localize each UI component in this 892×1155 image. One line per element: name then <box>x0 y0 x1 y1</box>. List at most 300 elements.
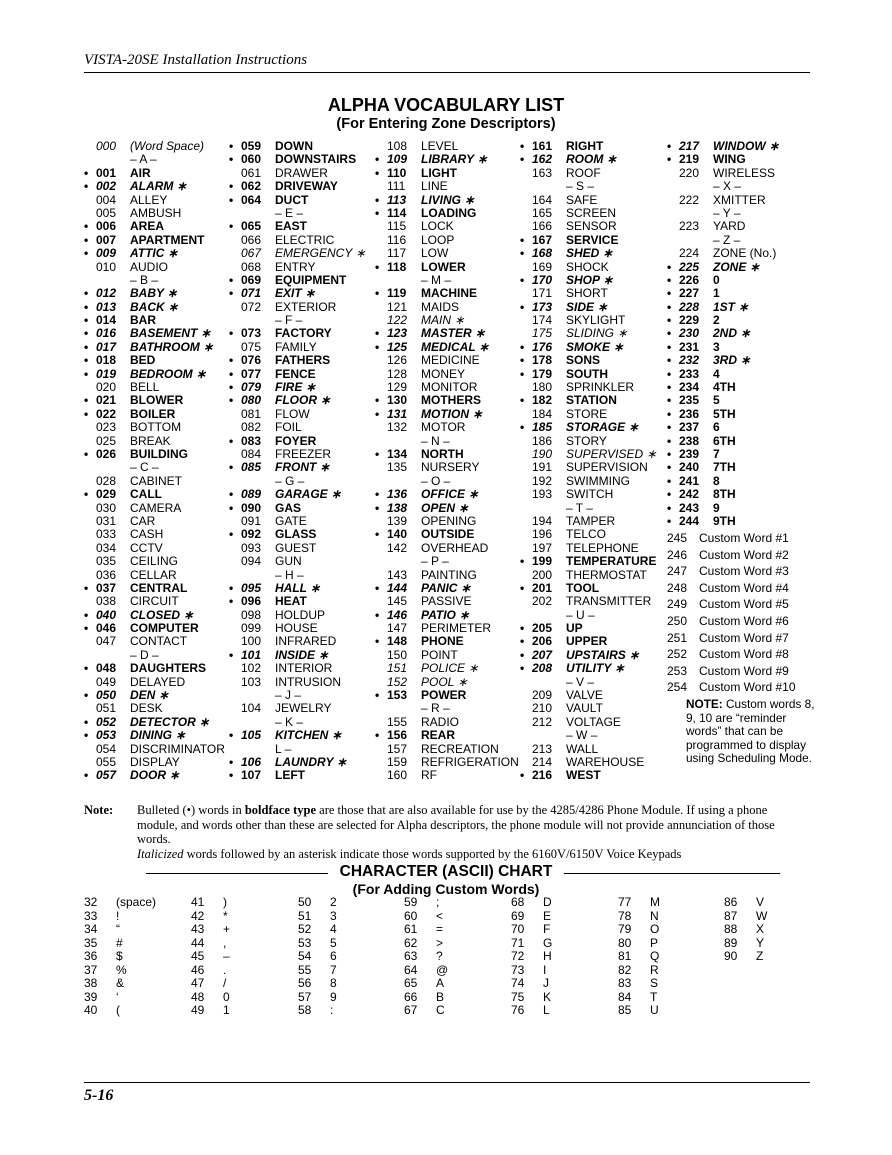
vocab-word: AREA <box>130 219 165 234</box>
vocab-word: 6TH <box>713 433 736 448</box>
vocab-word: DETECTOR ∗ <box>130 714 210 729</box>
ascii-char: “ <box>116 922 120 936</box>
bullet-icon: • <box>520 580 525 595</box>
vocab-word: OFFICE ∗ <box>421 487 479 502</box>
vocab-word: FREEZER <box>275 446 332 461</box>
bullet-icon: • <box>84 580 89 595</box>
vocab-number: 214 <box>532 754 553 769</box>
vocab-word: CAMERA <box>130 500 182 515</box>
vocab-word: WINDOW ∗ <box>713 139 780 153</box>
section-letter: – T – <box>566 500 593 515</box>
custom-word-label: Custom Word #2 <box>699 547 789 562</box>
vocab-number: 051 <box>96 701 117 716</box>
vocab-word: CEILING <box>130 554 179 569</box>
vocab-word: CIRCUIT <box>130 594 179 609</box>
vocab-word: SKYLIGHT <box>566 313 626 328</box>
vocab-word: ZONE ∗ <box>713 259 760 274</box>
bullet-icon: • <box>667 487 672 502</box>
vocab-number: 106 <box>241 754 262 769</box>
ascii-code: 35 <box>84 935 98 950</box>
vocab-word: BACK ∗ <box>130 299 179 314</box>
footer-rule <box>84 1082 810 1083</box>
vocab-word: RADIO <box>421 714 460 729</box>
ascii-code: 90 <box>724 949 738 963</box>
vocab-word: THERMOSTAT <box>566 567 647 582</box>
ascii-code: 62 <box>404 935 418 950</box>
ascii-char: / <box>223 976 227 990</box>
ascii-code: 32 <box>84 895 98 909</box>
section-letter: – W – <box>566 728 598 743</box>
vocab-word: NURSERY <box>421 460 480 475</box>
note-bold: boldface type <box>244 803 317 817</box>
vocab-word: LOCK <box>421 219 454 234</box>
vocab-number: 167 <box>532 232 553 247</box>
bullet-icon: • <box>375 580 380 595</box>
bullet-icon: • <box>229 326 234 341</box>
vocab-word: MOTHERS <box>421 393 481 408</box>
note-part2: are those that are also available for use by the 4285/4286 Phone Module. If using a phone module, and words other than these are selected for Alpha descriptors, the phone module will not provide annunciation of those words. <box>137 803 775 846</box>
vocab-number: 090 <box>241 500 262 515</box>
vocab-number: 107 <box>241 768 262 783</box>
vocab-word: PAINTING <box>421 567 477 582</box>
vocab-number: 109 <box>387 152 408 167</box>
bullet-icon: • <box>84 339 89 354</box>
bullet-icon: • <box>229 460 234 475</box>
bullet-icon: • <box>229 393 234 408</box>
vocab-number: 168 <box>532 246 553 261</box>
vocab-word: EXIT ∗ <box>275 286 316 301</box>
ascii-code: 72 <box>511 949 525 963</box>
bullet-icon: • <box>375 607 380 622</box>
vocab-word: SHED ∗ <box>566 246 613 261</box>
bullet-icon: • <box>520 339 525 354</box>
vocab-word: 3 <box>713 339 720 354</box>
vocab-word: SMOKE ∗ <box>566 339 624 354</box>
bullet-icon: • <box>375 152 380 167</box>
vocab-number: 071 <box>241 286 262 301</box>
vocab-number: 038 <box>96 594 117 609</box>
ascii-code: 58 <box>298 1003 312 1017</box>
vocab-number: 029 <box>96 487 117 502</box>
vocab-word: OPENING <box>421 513 477 528</box>
vocab-number: 130 <box>387 393 408 408</box>
vocab-number: 169 <box>532 259 553 274</box>
bullet-icon: • <box>667 366 672 381</box>
bullet-icon: • <box>667 393 672 408</box>
vocab-number: 140 <box>387 527 408 542</box>
ascii-code: 34 <box>84 922 98 936</box>
vocab-word: CELLAR <box>130 567 177 582</box>
vocab-number: 151 <box>387 661 408 676</box>
vocab-number: 145 <box>387 594 408 609</box>
bullet-icon: • <box>229 139 234 153</box>
vocab-number: 080 <box>241 393 262 408</box>
vocab-word: MAIN ∗ <box>421 313 465 328</box>
vocab-number: 050 <box>96 688 117 703</box>
section-letter: – A – <box>130 152 157 167</box>
vocab-number: 239 <box>679 446 700 461</box>
vocab-number: 103 <box>241 674 262 689</box>
bullet-icon: • <box>84 607 89 622</box>
vocab-word: STORAGE ∗ <box>566 420 639 435</box>
vocab-word: LEVEL <box>421 139 459 153</box>
ascii-char: X <box>756 922 765 936</box>
vocab-word: 3RD ∗ <box>713 353 751 368</box>
ascii-code: 89 <box>724 935 738 950</box>
vocab-word: INFRARED <box>275 634 337 649</box>
bullet-icon: • <box>520 246 525 261</box>
vocab-word: DESK <box>130 701 163 716</box>
bullet-icon: • <box>375 165 380 180</box>
ascii-char: F <box>543 922 551 936</box>
custom-note-label: NOTE: <box>686 697 723 711</box>
bullet-icon: • <box>667 286 672 301</box>
ascii-char: I <box>543 962 547 977</box>
vocab-word: SPRINKLER <box>566 380 635 395</box>
ascii-char: = <box>436 922 444 936</box>
vocab-number: 076 <box>241 353 262 368</box>
vocab-number: 153 <box>387 688 408 703</box>
vocab-word: SCREEN <box>566 205 617 220</box>
vocab-word: REAR <box>421 728 456 743</box>
note-italic: Italicized <box>137 847 184 861</box>
vocab-word: DOWNSTAIRS <box>275 152 357 167</box>
vocab-number: 019 <box>96 366 117 381</box>
vocab-word: TRANSMITTER <box>566 594 652 609</box>
bullet-icon: • <box>375 688 380 703</box>
vocab-word: AUDIO <box>130 259 169 274</box>
vocab-word: 9TH <box>713 513 736 528</box>
vocab-word: STORY <box>566 433 607 448</box>
vocab-word: BELL <box>130 380 160 395</box>
bullet-icon: • <box>520 272 525 287</box>
vocab-number: 072 <box>241 299 262 314</box>
ascii-char: . <box>223 962 227 977</box>
vocab-number: 243 <box>679 500 700 515</box>
bullet-icon: • <box>229 768 234 783</box>
ascii-code: 60 <box>404 908 418 923</box>
vocab-number: 084 <box>241 446 262 461</box>
vocab-number: 132 <box>387 420 408 435</box>
vocab-number: 193 <box>532 487 553 502</box>
vocab-number: 212 <box>532 714 553 729</box>
vocab-word: ENTRY <box>275 259 316 274</box>
section-letter: – R – <box>421 701 450 716</box>
vocab-number: 230 <box>679 326 700 341</box>
vocab-number: 138 <box>387 500 408 515</box>
vocab-word: PANIC ∗ <box>421 580 471 595</box>
vocab-number: 209 <box>532 688 553 703</box>
vocab-word: CONTACT <box>130 634 188 649</box>
ascii-char: ‘ <box>116 989 119 1004</box>
vocab-word: BLOWER <box>130 393 184 408</box>
bullet-icon: • <box>667 152 672 167</box>
bullet-icon: • <box>84 487 89 502</box>
vocab-number: 224 <box>679 246 700 261</box>
bullet-icon: • <box>229 219 234 234</box>
section-letter: – B – <box>130 272 159 287</box>
bullet-icon: • <box>667 500 672 515</box>
vocab-word: POINT <box>421 647 458 662</box>
ascii-char: T <box>650 989 658 1004</box>
vocab-number: 036 <box>96 567 117 582</box>
ascii-code: 74 <box>511 976 525 990</box>
vocab-word: SHOCK <box>566 259 609 274</box>
vocab-word: ZONE (No.) <box>713 246 777 261</box>
vocab-number: 079 <box>241 380 262 395</box>
bullet-icon: • <box>375 500 380 515</box>
vocab-note <box>84 803 794 847</box>
ascii-code: 52 <box>298 922 312 936</box>
note-text <box>137 803 794 847</box>
bullet-icon: • <box>520 420 525 435</box>
ascii-code: 86 <box>724 895 738 909</box>
vocab-number: 146 <box>387 607 408 622</box>
vocab-word: 2 <box>713 313 720 328</box>
vocab-number: 116 <box>387 232 407 247</box>
vocab-word: INTERIOR <box>275 661 333 676</box>
ascii-code: 44 <box>191 935 205 950</box>
vocab-word: LIGHT <box>421 165 457 180</box>
vocab-word: LOW <box>421 246 449 261</box>
section-letter: – E – <box>275 205 304 220</box>
vocab-number: 037 <box>96 580 117 595</box>
bullet-icon: • <box>667 433 672 448</box>
vocab-number: 231 <box>679 339 700 354</box>
vocab-number: 117 <box>387 246 407 261</box>
bullet-icon: • <box>229 433 234 448</box>
vocab-word: PATIO ∗ <box>421 607 470 622</box>
vocab-word: GLASS <box>275 527 317 542</box>
ascii-code: 65 <box>404 976 418 990</box>
vocab-number: 006 <box>96 219 117 234</box>
vocab-word: GATE <box>275 513 307 528</box>
vocab-number: 040 <box>96 607 117 622</box>
custom-word-label: Custom Word #1 <box>699 531 789 545</box>
vocab-number: 234 <box>679 380 700 395</box>
voice-note <box>137 847 681 862</box>
vocab-number: 122 <box>387 313 408 328</box>
section-letter: – O – <box>421 473 451 488</box>
custom-word-label: Custom Word #5 <box>699 597 789 612</box>
bullet-icon: • <box>520 232 525 247</box>
vocab-word: BABY ∗ <box>130 286 178 301</box>
bullet-icon: • <box>229 286 234 301</box>
vocab-word: 7 <box>713 446 720 461</box>
vocab-number: 201 <box>532 580 553 595</box>
vocab-word: DEN ∗ <box>130 688 169 703</box>
bullet-icon: • <box>84 393 89 408</box>
vocab-number: 148 <box>387 634 408 649</box>
bullet-icon: • <box>229 580 234 595</box>
vocab-number: 062 <box>241 179 262 194</box>
bullet-icon: • <box>667 420 672 435</box>
vocab-word: CAR <box>130 513 156 528</box>
vocab-word: AMBUSH <box>130 205 182 220</box>
vocab-word: 8 <box>713 473 720 488</box>
vocab-number: 031 <box>96 513 117 528</box>
vocab-word: VOLTAGE <box>566 714 621 729</box>
custom-word-number: 248 <box>667 580 688 595</box>
vocab-word: BASEMENT ∗ <box>130 326 211 341</box>
bullet-icon: • <box>667 313 672 328</box>
vocab-number: 119 <box>387 286 407 301</box>
vocab-word: DISPLAY <box>130 754 180 769</box>
bullet-icon: • <box>84 688 89 703</box>
bullet-icon: • <box>520 353 525 368</box>
ascii-code: 36 <box>84 949 98 963</box>
vocab-number: 018 <box>96 353 117 368</box>
vocab-number: 199 <box>532 554 553 569</box>
bullet-icon: • <box>84 406 89 421</box>
vocab-number: 083 <box>241 433 262 448</box>
custom-word-label: Custom Word #3 <box>699 564 789 579</box>
section-letter: – X – <box>713 179 742 194</box>
bullet-icon: • <box>229 527 234 542</box>
vocab-number: 200 <box>532 567 553 582</box>
section-letter: – M – <box>421 272 452 287</box>
custom-word-number: 249 <box>667 597 688 612</box>
vocab-number: 192 <box>532 473 553 488</box>
vocab-number: 000 <box>96 139 117 153</box>
vocab-word: FAMILY <box>275 339 317 354</box>
vocab-word: BAR <box>130 313 156 328</box>
vocab-number: 150 <box>387 647 408 662</box>
vocab-number: 009 <box>96 246 117 261</box>
ascii-code: 67 <box>404 1003 418 1017</box>
vocab-number: 144 <box>387 580 408 595</box>
section-letter: L – <box>275 741 292 756</box>
vocab-word: UTILITY ∗ <box>566 661 625 676</box>
vocab-number: 219 <box>679 152 700 167</box>
vocab-word: OUTSIDE <box>421 527 475 542</box>
vocab-word: BATHROOM ∗ <box>130 339 214 354</box>
vocab-word: MOTOR <box>421 420 466 435</box>
vocab-number: 096 <box>241 594 262 609</box>
vocab-number: 060 <box>241 152 262 167</box>
ascii-code: 42 <box>191 908 205 923</box>
vocab-number: 173 <box>532 299 553 314</box>
vocab-word: 4TH <box>713 380 736 395</box>
bullet-icon: • <box>667 353 672 368</box>
bullet-icon: • <box>375 339 380 354</box>
vocab-number: 099 <box>241 621 262 636</box>
ascii-code: 70 <box>511 922 525 936</box>
vocab-number: 016 <box>96 326 117 341</box>
bullet-icon: • <box>84 366 89 381</box>
ascii-code: 50 <box>298 895 312 909</box>
section-letter: – K – <box>275 714 304 729</box>
vocab-word: SOUTH <box>566 366 608 381</box>
ascii-char: < <box>436 908 444 923</box>
vocab-word: (Word Space) <box>130 139 205 153</box>
ascii-code: 85 <box>618 1003 632 1017</box>
vocab-number: 012 <box>96 286 117 301</box>
ascii-char: O <box>650 922 660 936</box>
ascii-code: 33 <box>84 908 98 923</box>
vocab-word: SUPERVISION <box>566 460 648 475</box>
ascii-code: 63 <box>404 949 418 963</box>
bullet-icon: • <box>375 487 380 502</box>
bullet-icon: • <box>667 380 672 395</box>
vocab-word: CABINET <box>130 473 183 488</box>
vocab-number: 115 <box>387 219 407 234</box>
vocab-number: 002 <box>96 179 117 194</box>
ascii-char: 8 <box>330 976 337 990</box>
vocab-number: 216 <box>532 768 553 783</box>
vocab-number: 174 <box>532 313 553 328</box>
vocab-number: 055 <box>96 754 117 769</box>
ascii-char: > <box>436 935 444 950</box>
ascii-char: 9 <box>330 989 337 1004</box>
vocab-number: 125 <box>387 339 408 354</box>
vocab-word: POLICE ∗ <box>421 661 479 676</box>
bullet-icon: • <box>375 259 380 274</box>
bullet-icon: • <box>84 232 89 247</box>
vocab-number: 235 <box>679 393 700 408</box>
ascii-code: 79 <box>618 922 632 936</box>
vocab-word: UPPER <box>566 634 608 649</box>
vocab-word: BED <box>130 353 156 368</box>
vocab-number: 233 <box>679 366 700 381</box>
vocab-number: 053 <box>96 728 117 743</box>
bullet-icon: • <box>667 460 672 475</box>
vocab-word: SIDE ∗ <box>566 299 608 314</box>
vocab-word: GUN <box>275 554 302 569</box>
ascii-char: ? <box>436 949 443 963</box>
bullet-icon: • <box>84 179 89 194</box>
ascii-code: 49 <box>191 1003 205 1017</box>
vocab-word: SHORT <box>566 286 608 301</box>
bullet-icon: • <box>84 768 89 783</box>
bullet-icon: • <box>229 380 234 395</box>
ascii-char: 0 <box>223 989 230 1004</box>
vocab-word: HOLDUP <box>275 607 326 622</box>
vocab-number: 064 <box>241 192 262 207</box>
ascii-char: ; <box>436 895 440 909</box>
bullet-icon: • <box>520 299 525 314</box>
vocab-number: 244 <box>679 513 700 528</box>
vocab-number: 033 <box>96 527 117 542</box>
vocab-number: 073 <box>241 326 262 341</box>
vocab-word: MEDICAL ∗ <box>421 339 489 354</box>
ascii-code: 87 <box>724 908 738 923</box>
vocab-number: 035 <box>96 554 117 569</box>
ascii-char: – <box>223 949 230 963</box>
vocab-word: BOTTOM <box>130 420 182 435</box>
vocab-number: 238 <box>679 433 700 448</box>
vocab-number: 028 <box>96 473 117 488</box>
vocab-number: 223 <box>679 219 700 234</box>
vocab-number: 005 <box>96 205 117 220</box>
vocab-word: POOL ∗ <box>421 674 468 689</box>
vocab-number: 108 <box>387 139 408 153</box>
vocab-word: BOILER <box>130 406 176 421</box>
ascii-char: L <box>543 1003 550 1017</box>
vocab-word: VAULT <box>566 701 603 716</box>
bullet-icon: • <box>84 246 89 261</box>
vocab-word: STORE <box>566 406 608 421</box>
vocab-word: SUPERVISED ∗ <box>566 446 657 461</box>
vocab-number: 128 <box>387 366 408 381</box>
vocab-number: 152 <box>387 674 408 689</box>
vocab-word: POWER <box>421 688 467 703</box>
bullet-icon: • <box>520 768 525 783</box>
bullet-icon: • <box>229 152 234 167</box>
vocab-word: ALLEY <box>130 192 168 207</box>
ascii-code: 77 <box>618 895 632 909</box>
vocab-word: 5TH <box>713 406 736 421</box>
